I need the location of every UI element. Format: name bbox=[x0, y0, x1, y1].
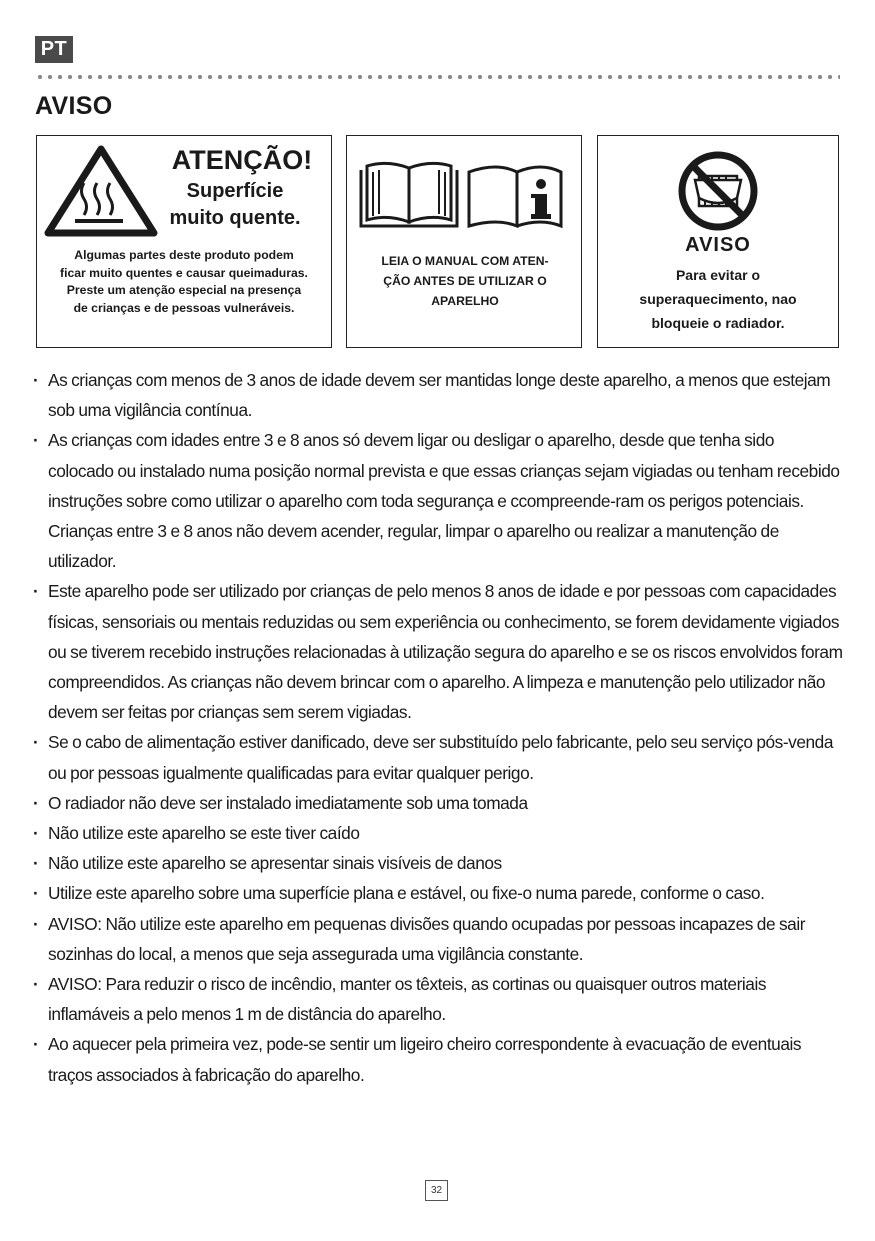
hot-surface-title: ATENÇÃO! bbox=[171, 145, 313, 175]
warning-list bbox=[33, 365, 843, 1090]
list-item: · Se o cabo de alimentação estiver danificado, deve ser substituído pelo fabricante, pelo seu serviço pós-venda ou por pessoas igualmente qualificadas para evitar qualquer perigo. bbox=[33, 727, 843, 787]
list-item: · Não utilize este aparelho se este tiver caído bbox=[33, 818, 843, 848]
do-not-cover-text: Para evitar o superaquecimento, nao bloqueie o radiador. bbox=[639, 267, 797, 331]
read-manual-panel bbox=[346, 135, 582, 348]
language-badge: PT bbox=[35, 36, 73, 63]
dotted-divider bbox=[35, 74, 840, 80]
do-not-cover-title: AVISO bbox=[685, 234, 751, 256]
list-item: · O radiador não deve ser instalado imediatamente sob uma tomada bbox=[33, 788, 843, 818]
read-manual-icon bbox=[357, 160, 569, 232]
hot-surface-warning-icon bbox=[42, 143, 160, 239]
list-item: · AVISO: Não utilize este aparelho em pequenas divisões quando ocupadas por pessoas incapazes de sair sozinhas do local, a menos que seja assegurada uma vigilância constante. bbox=[33, 909, 843, 969]
list-item: · Ao aquecer pela primeira vez, pode-se sentir um ligeiro cheiro correspondente à evacuação de eventuais traços associados à fabricação do aparelho. bbox=[33, 1029, 843, 1089]
list-item: · Utilize este aparelho sobre uma superfície plana e estável, ou fixe-o numa parede, conforme o caso. bbox=[33, 878, 843, 908]
hot-surface-text: Algumas partes deste produto podem ficar muito quentes e causar queimaduras. Preste um atenção especial na presença de crianças e de pessoas vulneráveis. bbox=[60, 248, 308, 315]
do-not-cover-icon bbox=[675, 150, 761, 232]
list-item: · As crianças com idades entre 3 e 8 anos só devem ligar ou desligar o aparelho, desde que tenha sido colocado ou instalado numa posição normal prevista e que essas crianças sejam vigiadas ou tenham recebido instruções sobre como utilizar o aparelho com toda segurança e ccompreende-ram os perigos potenciais. Crianças entre 3 e 8 anos não devem acender, regular, limpar o aparelho ou realizar a manutenção de utilizador. bbox=[33, 425, 843, 576]
list-item: · AVISO: Para reduzir o risco de incêndio, manter os têxteis, as cortinas ou quaisquer outros materiais inflamáveis a pelo menos 1 m de distância do aparelho. bbox=[33, 969, 843, 1029]
list-item: · Não utilize este aparelho se apresentar sinais visíveis de danos bbox=[33, 848, 843, 878]
list-item: · As crianças com menos de 3 anos de idade devem ser mantidas longe deste aparelho, a menos que estejam sob uma vigilância contínua. bbox=[33, 365, 843, 425]
hot-surface-panel bbox=[36, 135, 332, 348]
section-title: AVISO bbox=[35, 92, 113, 120]
hot-surface-subtitle: Superfície muito quente. bbox=[169, 180, 301, 229]
page-number: 32 bbox=[425, 1180, 448, 1201]
do-not-cover-panel bbox=[597, 135, 839, 348]
read-manual-text: LEIA O MANUAL COM ATEN- ÇÃO ANTES DE UTILIZAR O APARELHO bbox=[381, 254, 549, 308]
list-item: · Este aparelho pode ser utilizado por crianças de pelo menos 8 anos de idade e por pessoas com capacidades físicas, sensoriais ou mentais reduzidas ou sem experiência ou conhecimento, se forem devidamente vigiados ou se tiverem recebido instruções relacionadas à utilização segura do aparelho e se os riscos envolvidos foram compreendidos. As crianças não devem brincar com o aparelho. A limpeza e manutenção pelo utilizador não devem ser feitas por crianças sem serem vigiadas. bbox=[33, 576, 843, 727]
